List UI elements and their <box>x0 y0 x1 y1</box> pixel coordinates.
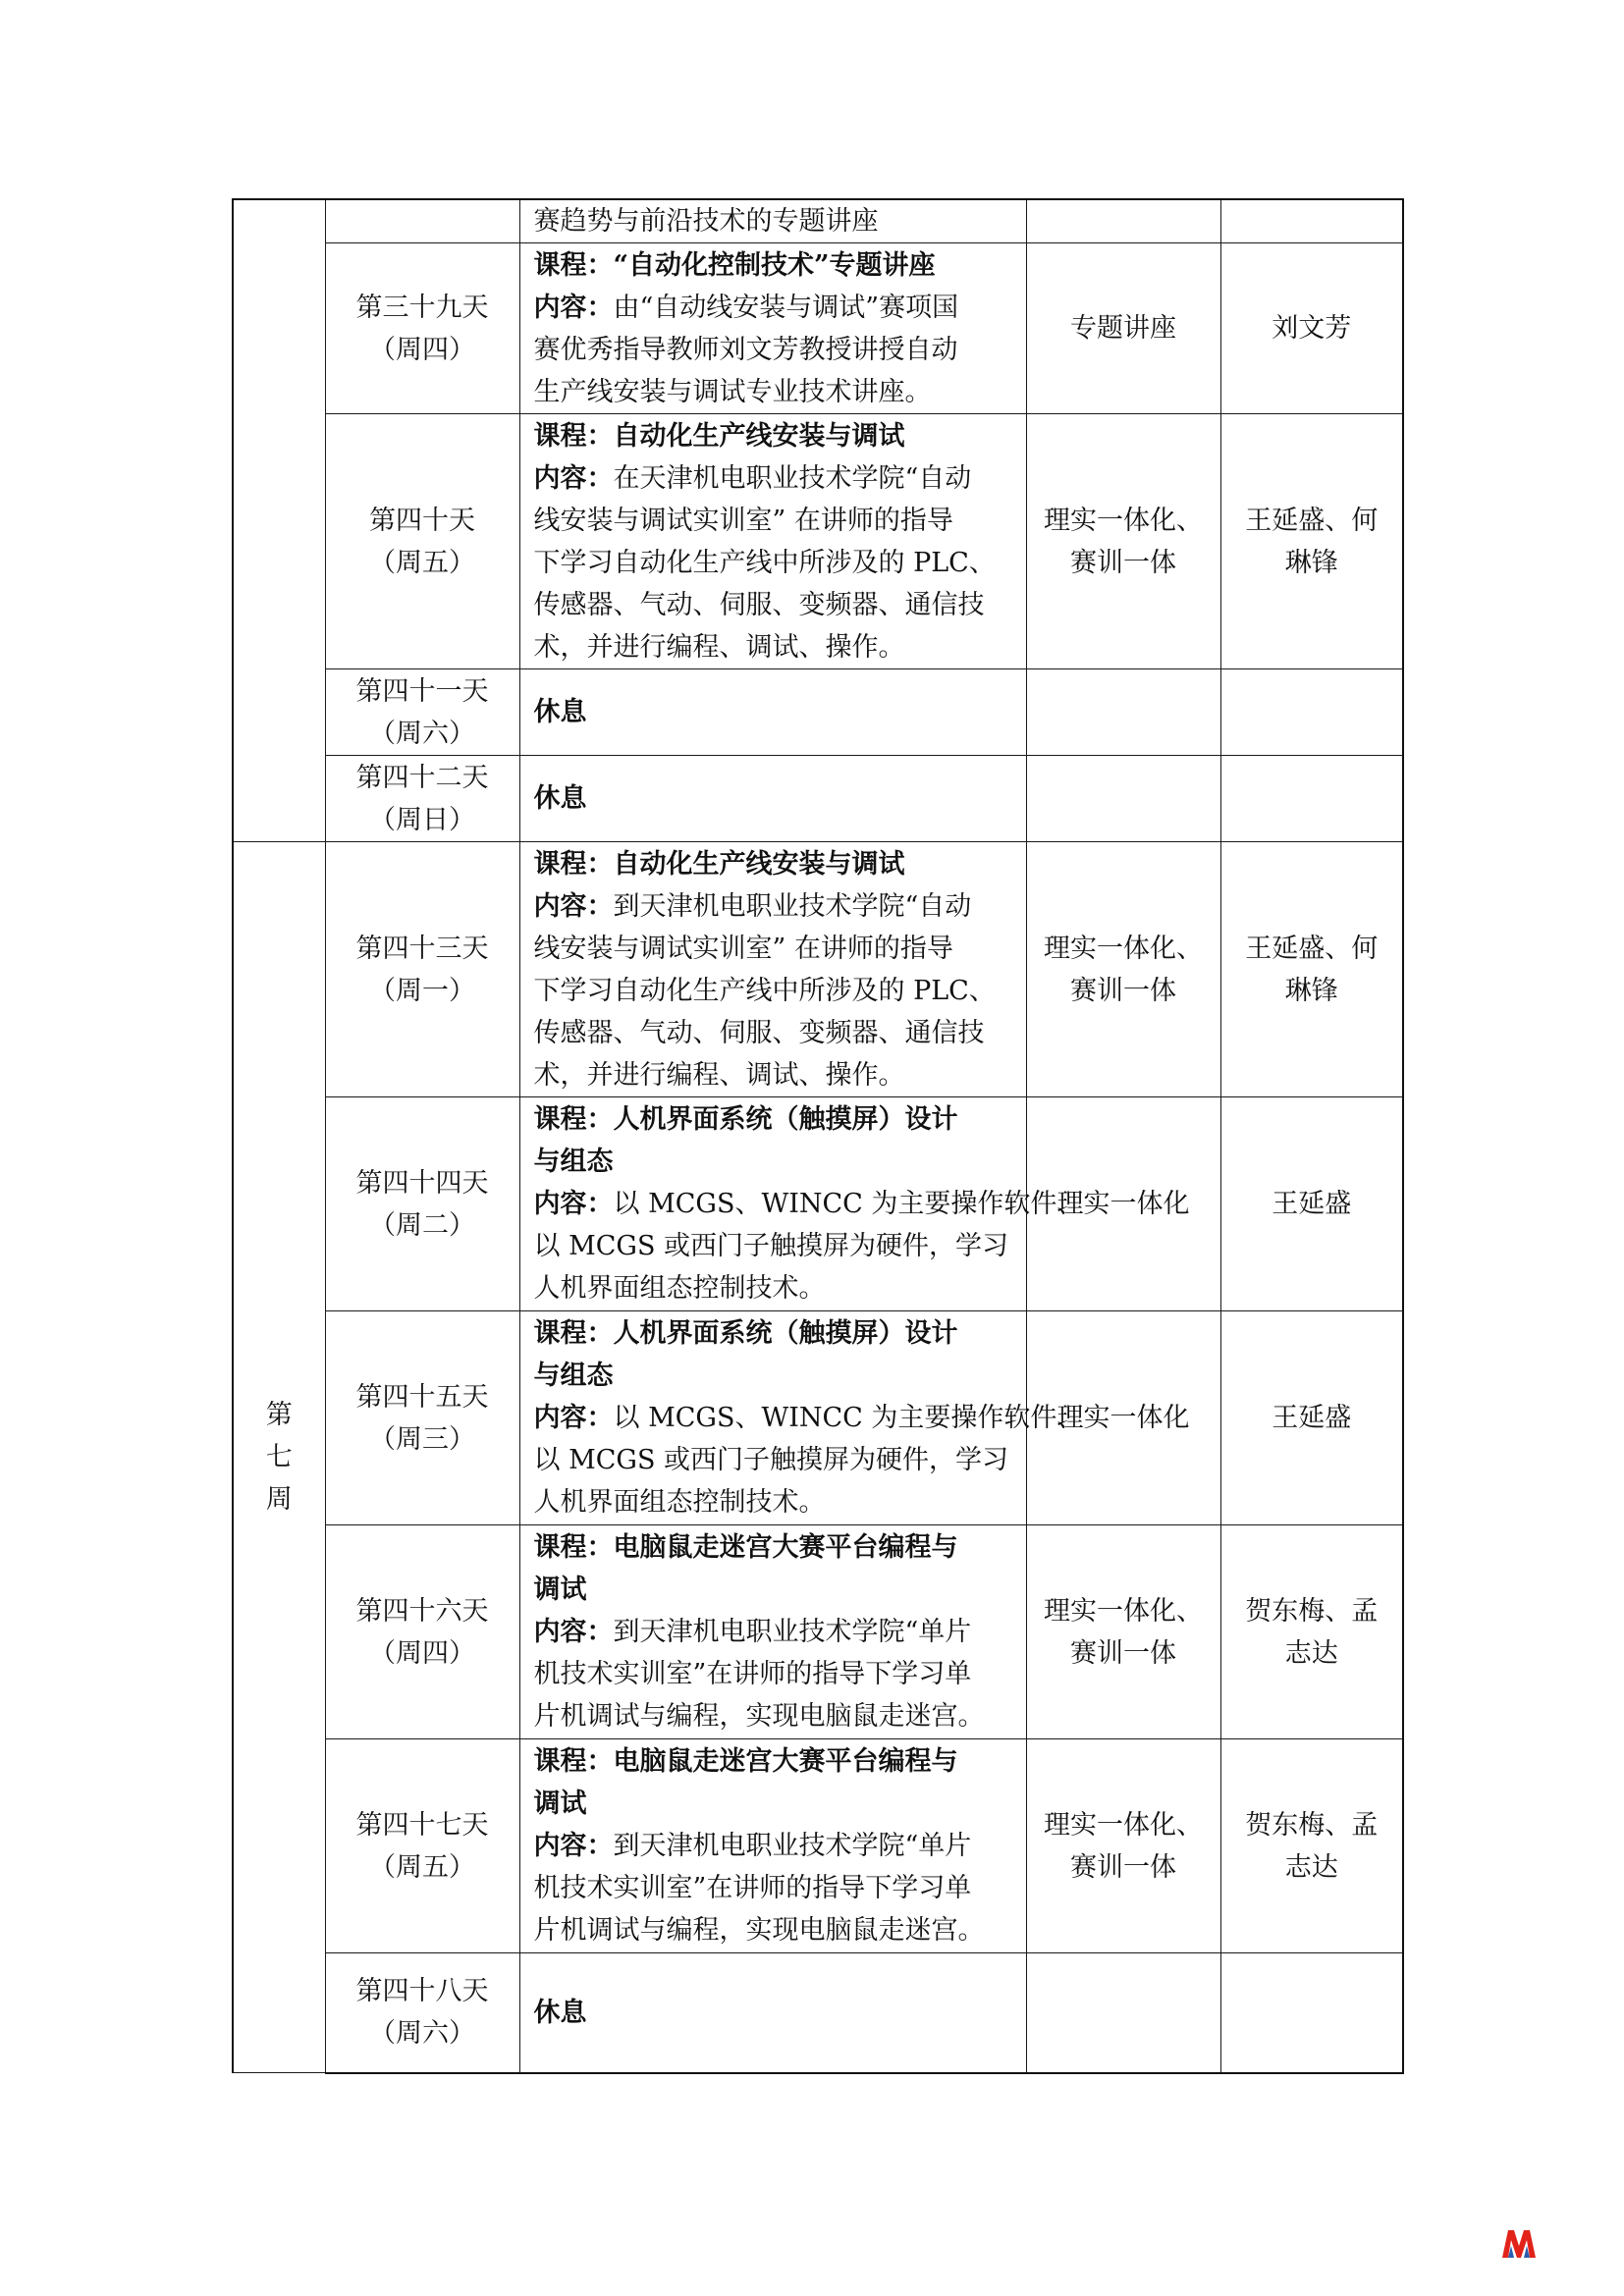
day-number: 第四十二天 <box>355 762 489 793</box>
table-row <box>233 756 1403 842</box>
table-row <box>233 669 1403 756</box>
teacher-cell <box>1220 1097 1403 1311</box>
content-text: 人机界面组态控制技术。 <box>533 1487 826 1518</box>
day-number: 第四十四天 <box>355 1167 489 1199</box>
content-line <box>534 287 1012 329</box>
table-row <box>233 1097 1403 1311</box>
day-cell <box>325 842 519 1097</box>
day-cell <box>325 243 519 414</box>
course-title: “自动化控制技术”专题讲座 <box>613 249 936 281</box>
week-label-char: 七 <box>265 1442 293 1472</box>
method-cell <box>1026 1739 1220 1953</box>
course-title: 电脑鼠走迷宫大赛平台编程与 <box>613 1532 958 1563</box>
content-text: 传感器、气动、伺服、变频器、通信技 <box>533 1017 985 1048</box>
week-cell <box>233 842 325 2073</box>
week-cell-prev <box>233 199 325 842</box>
teacher-name: 刘文芳 <box>1272 313 1352 344</box>
method-cell <box>1026 414 1220 669</box>
day-number: 第三十九天 <box>355 292 489 323</box>
day-number: 第四十一天 <box>355 675 489 707</box>
method-text: 专题讲座 <box>1070 313 1176 344</box>
course-title: 自动化生产线安装与调试 <box>613 420 905 452</box>
course-title: 人机界面系统（触摸屏）设计 <box>613 1104 958 1135</box>
table-row <box>233 414 1403 669</box>
weekday: （周四） <box>369 334 475 365</box>
weekday: （周五） <box>369 1851 475 1883</box>
content-text: 线安装与调试实训室” 在讲师的指导 <box>533 505 953 536</box>
rest-text: 休息 <box>533 1997 587 2028</box>
content-line <box>533 1183 1084 1225</box>
teacher-name: 琳锋 <box>1284 975 1338 1006</box>
teacher-cell <box>1220 1525 1403 1739</box>
content-line <box>534 584 1012 626</box>
content-line <box>534 1439 1012 1481</box>
table-row <box>233 1953 1403 2073</box>
table-row <box>233 1525 1403 1739</box>
weekday: （周五） <box>369 547 475 578</box>
course-title: 人机界面系统（触摸屏）设计 <box>613 1318 958 1349</box>
content-text: 术，并进行编程、调试、操作。 <box>533 1059 905 1091</box>
weekday: （周六） <box>369 2018 475 2050</box>
content-text: 片机调试与编程，实现电脑鼠走迷宫。 <box>533 1701 985 1732</box>
course-label: 课程： <box>533 1318 614 1349</box>
day-cell <box>325 199 519 243</box>
content-cell <box>519 842 1026 1097</box>
day-number: 第四十三天 <box>355 933 489 964</box>
week-label-char: 周 <box>265 1484 293 1515</box>
content-text: 以 MCGS、WINCC 为主要操作软件、 <box>613 1189 1084 1219</box>
content-line <box>534 1909 1012 1951</box>
teacher-name: 王延盛 <box>1272 1189 1352 1219</box>
content-line <box>534 371 1012 413</box>
content-label: 内容： <box>533 1189 614 1219</box>
day-cell <box>325 1739 519 1953</box>
content-line <box>534 1611 1012 1653</box>
method-cell <box>1026 756 1220 842</box>
content-text: 下学习自动化生产线中所涉及的 PLC、 <box>533 547 996 578</box>
teacher-cell <box>1220 1311 1403 1525</box>
method-cell <box>1026 243 1220 414</box>
content-text: 到天津机电职业技术学院“单片 <box>613 1831 972 1861</box>
schedule-table <box>232 198 1404 2074</box>
day-cell <box>325 1311 519 1525</box>
teacher-name: 王延盛 <box>1272 1403 1352 1433</box>
teacher-name: 志达 <box>1284 1637 1338 1669</box>
day-cell <box>325 756 519 842</box>
week-label-char: 第 <box>265 1400 293 1430</box>
content-line <box>534 1054 1012 1096</box>
content-text: 术，并进行编程、调试、操作。 <box>533 631 905 663</box>
weekday: （周二） <box>369 1209 475 1241</box>
content-line <box>534 457 1012 500</box>
content-cell <box>519 199 1026 243</box>
rest-text: 休息 <box>533 697 587 727</box>
method-text: 理实一体化、 <box>1044 1595 1203 1627</box>
method-text: 赛训一体 <box>1070 547 1176 578</box>
course-line <box>534 1526 1012 1569</box>
content-label: 内容： <box>533 890 614 922</box>
day-cell <box>325 1097 519 1311</box>
day-number: 第四十六天 <box>355 1595 489 1627</box>
teacher-name: 贺东梅、孟 <box>1245 1809 1379 1841</box>
course-label: 课程： <box>533 1746 614 1777</box>
content-line <box>534 885 1012 928</box>
course-line <box>534 1098 1012 1141</box>
table-row <box>233 1739 1403 1953</box>
content-label: 内容： <box>533 292 614 323</box>
method-text: 理实一体化、 <box>1044 1809 1203 1841</box>
content-text: 机技术实训室”在讲师的指导下学习单 <box>533 1873 972 1903</box>
content-label: 内容： <box>533 1617 614 1647</box>
content-line <box>534 626 1012 668</box>
content-cell <box>519 1311 1084 1525</box>
content-line <box>534 542 1012 584</box>
content-text: 传感器、气动、伺服、变频器、通信技 <box>533 589 985 620</box>
teacher-name: 志达 <box>1284 1851 1338 1883</box>
content-line <box>534 500 1012 542</box>
content-text: 到天津机电职业技术学院“自动 <box>613 890 972 922</box>
content-text: 线安装与调试实训室” 在讲师的指导 <box>533 933 953 964</box>
method-text: 理实一体化 <box>1056 1189 1190 1219</box>
content-text: 生产线安装与调试专业技术讲座。 <box>533 376 932 407</box>
method-text: 理实一体化 <box>1056 1403 1190 1433</box>
course-title: 自动化生产线安装与调试 <box>613 848 905 880</box>
teacher-name: 琳锋 <box>1284 547 1338 578</box>
table-row <box>233 842 1403 1097</box>
content-text: 赛趋势与前沿技术的专题讲座 <box>533 206 879 237</box>
course-line <box>534 415 1012 457</box>
teacher-cell <box>1220 414 1403 669</box>
content-cell <box>519 1953 1026 2073</box>
course-label: 课程： <box>533 1532 614 1563</box>
teacher-name: 王延盛、何 <box>1245 933 1379 964</box>
teacher-cell <box>1220 842 1403 1097</box>
content-line <box>534 1225 1012 1267</box>
method-text: 赛训一体 <box>1070 975 1176 1006</box>
content-line <box>534 1867 1012 1909</box>
day-number: 第四十五天 <box>355 1381 489 1413</box>
content-cell <box>519 669 1026 756</box>
course-title: 与组态 <box>533 1361 614 1391</box>
content-line <box>534 200 1012 242</box>
rest-text: 休息 <box>533 783 587 814</box>
content-text: 人机界面组态控制技术。 <box>533 1273 826 1304</box>
method-cell <box>1026 199 1220 243</box>
method-cell <box>1026 842 1220 1097</box>
content-line <box>534 1695 1012 1737</box>
course-title: 调试 <box>533 1789 587 1819</box>
teacher-cell <box>1220 243 1403 414</box>
course-label: 课程： <box>533 1104 614 1135</box>
course-line <box>534 843 1012 885</box>
day-number: 第四十天 <box>369 505 475 536</box>
teacher-cell <box>1220 1739 1403 1953</box>
course-line <box>534 1141 1012 1183</box>
course-label: 课程： <box>533 249 614 281</box>
day-number: 第四十八天 <box>355 1976 489 2007</box>
method-text: 理实一体化、 <box>1044 505 1203 536</box>
weekday: （周三） <box>369 1423 475 1455</box>
course-label: 课程： <box>533 848 614 880</box>
teacher-cell <box>1220 669 1403 756</box>
content-label: 内容： <box>533 462 614 494</box>
content-label: 内容： <box>533 1403 614 1433</box>
table-row <box>233 199 1403 243</box>
course-title: 调试 <box>533 1575 587 1605</box>
weekday: （周四） <box>369 1637 475 1669</box>
method-text: 赛训一体 <box>1070 1851 1176 1883</box>
day-cell <box>325 1953 519 2073</box>
content-label: 内容： <box>533 1831 614 1861</box>
content-text: 以 MCGS、WINCC 为主要操作软件、 <box>613 1403 1084 1433</box>
course-line <box>534 1783 1012 1825</box>
teacher-cell <box>1220 199 1403 243</box>
content-line <box>533 1397 1084 1439</box>
content-line <box>534 1012 1012 1054</box>
content-line <box>534 928 1012 970</box>
method-cell <box>1026 1953 1220 2073</box>
teacher-name: 王延盛、何 <box>1245 505 1379 536</box>
content-text: 到天津机电职业技术学院“单片 <box>613 1617 972 1647</box>
table-row <box>233 243 1403 414</box>
content-text: 赛优秀指导教师刘文芳教授讲授自动 <box>533 334 958 365</box>
content-text: 以 MCGS 或西门子触摸屏为硬件，学习 <box>533 1445 1009 1475</box>
day-cell <box>325 1525 519 1739</box>
content-text: 在天津机电职业技术学院“自动 <box>613 462 972 494</box>
content-line <box>534 1825 1012 1867</box>
content-text: 由“自动线安装与调试”赛项国 <box>613 292 959 323</box>
content-cell <box>519 1739 1026 1953</box>
content-cell <box>519 243 1026 414</box>
table-row <box>233 1311 1403 1525</box>
course-title: 与组态 <box>533 1147 614 1177</box>
content-text: 片机调试与编程，实现电脑鼠走迷宫。 <box>533 1915 985 1946</box>
method-cell <box>1026 669 1220 756</box>
weekday: （周一） <box>369 975 475 1006</box>
method-cell <box>1026 1525 1220 1739</box>
weekday: （周六） <box>369 718 475 749</box>
course-line <box>534 1569 1012 1611</box>
teacher-name: 贺东梅、孟 <box>1245 1595 1379 1627</box>
content-text: 下学习自动化生产线中所涉及的 PLC、 <box>533 975 996 1006</box>
day-number: 第四十七天 <box>355 1809 489 1841</box>
weekday: （周日） <box>369 804 475 835</box>
course-line <box>534 1740 1012 1783</box>
content-cell <box>519 756 1026 842</box>
publisher-logo-icon <box>1500 2226 1538 2260</box>
content-line <box>534 329 1012 371</box>
course-title: 电脑鼠走迷宫大赛平台编程与 <box>613 1746 958 1777</box>
content-cell <box>519 1525 1026 1739</box>
teacher-cell <box>1220 1953 1403 2073</box>
method-text: 赛训一体 <box>1070 1637 1176 1669</box>
content-text: 以 MCGS 或西门子触摸屏为硬件，学习 <box>533 1231 1009 1261</box>
content-cell <box>519 1097 1084 1311</box>
content-line <box>534 970 1012 1012</box>
course-line <box>534 1355 1012 1397</box>
day-cell <box>325 669 519 756</box>
day-cell <box>325 414 519 669</box>
course-label: 课程： <box>533 420 614 452</box>
method-text: 理实一体化、 <box>1044 933 1203 964</box>
course-line <box>534 1312 1012 1355</box>
course-line <box>534 244 1012 287</box>
content-line <box>534 1653 1012 1695</box>
content-line <box>534 1481 1012 1523</box>
content-cell <box>519 414 1026 669</box>
content-line <box>534 1267 1012 1309</box>
teacher-cell <box>1220 756 1403 842</box>
content-text: 机技术实训室”在讲师的指导下学习单 <box>533 1659 972 1689</box>
